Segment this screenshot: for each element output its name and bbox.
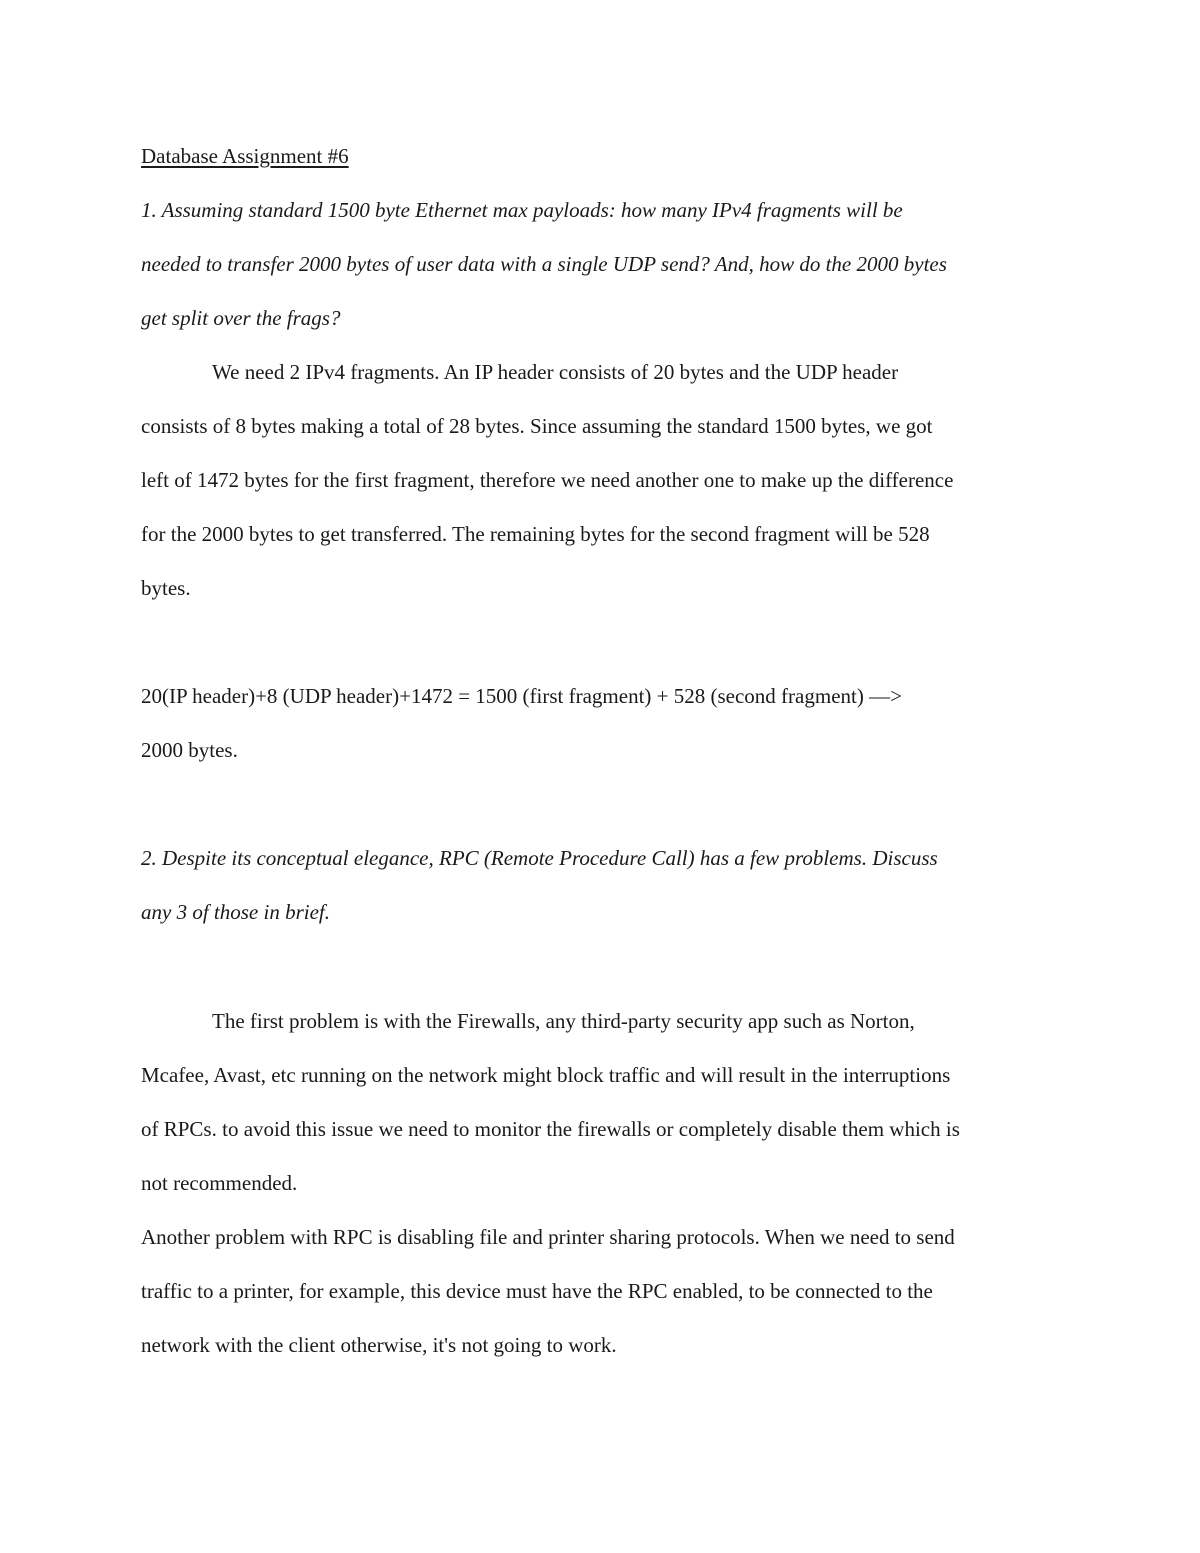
answer-2a-line-2: Mcafee, Avast, etc running on the network might block traffic and will result in the interruptions — [141, 1063, 951, 1087]
document-title: Database Assignment #6 — [141, 144, 349, 168]
answer-1-line-4: for the 2000 bytes to get transferred. The remaining bytes for the second fragment will be 528 — [141, 522, 930, 546]
answer-2b-line-1: Another problem with RPC is disabling file and printer sharing protocols. When we need to send — [141, 1225, 955, 1249]
answer-2a-line-4: not recommended. — [141, 1171, 298, 1195]
question-2-line-1: 2. Despite its conceptual elegance, RPC (Remote Procedure Call) has a few problems. Discuss — [141, 846, 938, 870]
question-2-line-2: any 3 of those in brief. — [141, 900, 330, 924]
answer-1-line-2: consists of 8 bytes making a total of 28 bytes. Since assuming the standard 1500 bytes, we got — [141, 414, 933, 438]
answer-2a-line-1: The first problem is with the Firewalls, any third-party security app such as Norton, — [212, 1009, 915, 1033]
equation-line-2: 2000 bytes. — [141, 738, 238, 762]
question-1-line-2: needed to transfer 2000 bytes of user data with a single UDP send? And, how do the 2000 bytes — [141, 252, 947, 276]
answer-1-line-3: left of 1472 bytes for the first fragment, therefore we need another one to make up the difference — [141, 468, 954, 492]
question-1-line-1: 1. Assuming standard 1500 byte Ethernet max payloads: how many IPv4 fragments will be — [141, 198, 903, 222]
answer-2b-line-3: network with the client otherwise, it's not going to work. — [141, 1333, 617, 1357]
answer-1-line-1: We need 2 IPv4 fragments. An IP header consists of 20 bytes and the UDP header — [212, 360, 899, 384]
answer-2b-line-2: traffic to a printer, for example, this device must have the RPC enabled, to be connected to the — [141, 1279, 933, 1303]
answer-2a-line-3: of RPCs. to avoid this issue we need to monitor the firewalls or completely disable them which is — [141, 1117, 960, 1141]
equation-line-1: 20(IP header)+8 (UDP header)+1472 = 1500 (first fragment) + 528 (second fragment) —> — [141, 684, 902, 708]
question-1-line-3: get split over the frags? — [141, 306, 341, 330]
answer-1-line-5: bytes. — [141, 576, 191, 600]
